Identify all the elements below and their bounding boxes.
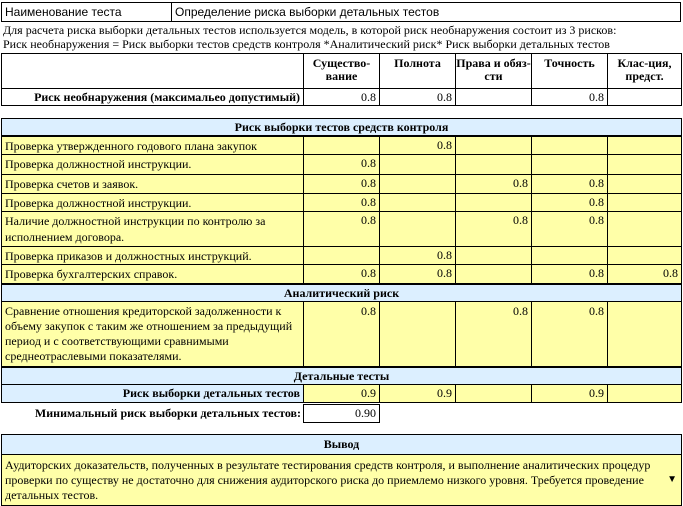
control-row-value[interactable] xyxy=(455,246,532,265)
test-name-label: Наименование теста xyxy=(5,5,122,19)
control-row-value[interactable] xyxy=(607,211,682,247)
control-row-value[interactable] xyxy=(607,174,682,194)
analytic-row-label: Сравнение отношения кредиторской задолженности к объему закупок с таким же отношением за предыдущий период и с соответствующими сравнимыми среднеотраслевыми показателями. xyxy=(5,304,293,363)
test-name-label-cell xyxy=(1,2,172,22)
min-risk-value-cell xyxy=(303,404,380,423)
control-row-value[interactable] xyxy=(379,154,456,175)
control-row-label: Проверка бухгалтерских справок. xyxy=(5,267,178,281)
control-row-value[interactable] xyxy=(455,154,532,175)
detection-risk-label-cell xyxy=(1,88,304,106)
control-row-value[interactable]: 0.8 xyxy=(379,264,456,284)
conclusion-title: Вывод xyxy=(1,434,682,455)
column-header-accuracy: Точность xyxy=(531,53,608,89)
column-header-rights: Права и обяз-сти xyxy=(455,53,532,89)
control-row-label: Проверка должностной инструкции. xyxy=(5,157,192,171)
detection-risk-value[interactable]: 0.8 xyxy=(303,88,380,106)
detection-risk-value[interactable]: 0.8 xyxy=(379,88,456,106)
detail-row-value[interactable]: 0.9 xyxy=(531,384,608,403)
control-row-label: Наличие должностной инструкции по контролю за исполнением договора. xyxy=(5,214,266,244)
analytic-row-value[interactable]: 0.8 xyxy=(455,301,532,367)
control-section-title: Риск выборки тестов средств контроля xyxy=(1,118,682,136)
analytic-row-value[interactable]: 0.8 xyxy=(303,301,380,367)
detail-row-value[interactable] xyxy=(607,384,682,403)
control-row-value[interactable] xyxy=(379,174,456,194)
control-row-value[interactable] xyxy=(607,136,682,155)
intro-line-2: Риск необнаружения = Риск выборки тестов средств контроля *Аналитический риск* Риск выборки детальных тестов xyxy=(3,37,610,51)
control-row-value[interactable]: 0.8 xyxy=(531,174,608,194)
detection-risk-value[interactable] xyxy=(455,88,532,106)
analytic-row-value[interactable] xyxy=(379,301,456,367)
control-row-value[interactable]: 0.8 xyxy=(531,264,608,284)
control-row-value[interactable] xyxy=(455,136,532,155)
analytic-section-title: Аналитический риск xyxy=(1,284,682,302)
intro-line-1: Для расчета риска выборки детальных тестов используется модель, в которой риск необнаружения состоит из 3 рисков: xyxy=(3,23,617,37)
min-risk-value: 0.90 xyxy=(355,406,376,420)
control-row-value[interactable]: 0.8 xyxy=(303,193,380,212)
detail-row-value[interactable]: 0.9 xyxy=(379,384,456,403)
header-blank-cell xyxy=(1,53,304,89)
test-name-value-cell[interactable] xyxy=(171,2,681,22)
control-row-value[interactable]: 0.8 xyxy=(455,211,532,247)
control-row-label-cell xyxy=(1,264,304,284)
control-row-value[interactable]: 0.8 xyxy=(531,211,608,247)
control-row-value[interactable] xyxy=(607,154,682,175)
conclusion-box[interactable] xyxy=(1,454,682,506)
control-row-value[interactable] xyxy=(379,193,456,212)
detection-risk-value[interactable]: 0.8 xyxy=(531,88,608,106)
analytic-row-label-cell xyxy=(1,301,304,367)
detection-risk-label: Риск необнаружения (максимальео допустимый) xyxy=(34,90,300,104)
detail-row-value[interactable]: 0.9 xyxy=(303,384,380,403)
conclusion-text: Аудиторских доказательств, полученных в результате тестирования средств контроля, и выполнение аналитических процедур проверки по существу не достаточно для снижения аудиторского риска до приемлемо низкого уровня. Требуется проведение детальных тестов. xyxy=(5,458,651,502)
detail-row-label-cell xyxy=(1,384,304,403)
control-row-value[interactable] xyxy=(455,193,532,212)
control-row-label: Проверка должностной инструкции. xyxy=(5,196,192,210)
control-row-value[interactable] xyxy=(531,154,608,175)
control-row-value[interactable]: 0.8 xyxy=(303,211,380,247)
control-row-value[interactable] xyxy=(379,211,456,247)
column-header-classification: Клас-ция, предст. xyxy=(607,53,682,89)
min-risk-label: Минимальный риск выборки детальных тестов: xyxy=(34,406,301,420)
control-row-value[interactable]: 0.8 xyxy=(379,246,456,265)
control-row-label-cell xyxy=(1,193,304,212)
control-row-label-cell xyxy=(1,246,304,265)
control-row-value[interactable]: 0.8 xyxy=(303,174,380,194)
control-row-value[interactable] xyxy=(607,246,682,265)
control-row-label-cell xyxy=(1,211,304,247)
control-row-value[interactable]: 0.8 xyxy=(455,174,532,194)
control-row-label-cell xyxy=(1,136,304,155)
control-row-value[interactable] xyxy=(303,246,380,265)
detection-risk-value[interactable] xyxy=(607,88,682,106)
control-row-value[interactable]: 0.8 xyxy=(607,264,682,284)
control-row-label: Проверка утвержденного годового плана закупок xyxy=(5,139,257,153)
detail-section-title: Детальные тесты xyxy=(1,367,682,385)
control-row-value[interactable] xyxy=(607,193,682,212)
column-header-existence: Существо-вание xyxy=(303,53,380,89)
detail-row-label: Риск выборки детальных тестов xyxy=(122,386,300,400)
control-row-value[interactable]: 0.8 xyxy=(303,154,380,175)
control-row-value[interactable] xyxy=(303,136,380,155)
dropdown-arrow-icon[interactable]: ▼ xyxy=(667,474,677,485)
control-row-value[interactable]: 0.8 xyxy=(531,193,608,212)
column-header-completeness: Полнота xyxy=(379,53,456,89)
control-row-label: Проверка счетов и заявок. xyxy=(5,177,139,191)
control-row-label-cell xyxy=(1,174,304,194)
control-row-value[interactable] xyxy=(531,246,608,265)
test-name-value: Определение риска выборки детальных тестов xyxy=(175,5,440,19)
control-row-label: Проверка приказов и должностных инструкций. xyxy=(5,249,252,263)
control-row-value[interactable]: 0.8 xyxy=(379,136,456,155)
detail-row-value[interactable] xyxy=(455,384,532,403)
control-row-label-cell xyxy=(1,154,304,175)
control-row-value[interactable] xyxy=(531,136,608,155)
analytic-row-value[interactable]: 0.8 xyxy=(531,301,608,367)
analytic-row-value[interactable] xyxy=(607,301,682,367)
control-row-value[interactable]: 0.8 xyxy=(303,264,380,284)
control-row-value[interactable] xyxy=(455,264,532,284)
